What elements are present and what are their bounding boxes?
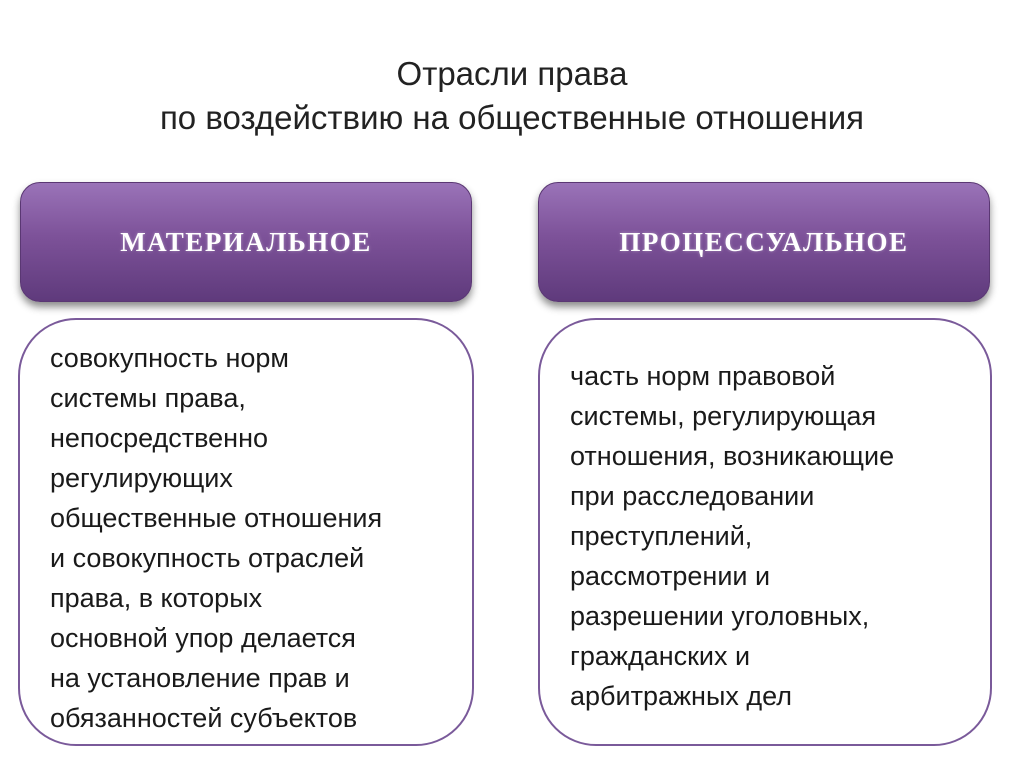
header-material xyxy=(20,182,472,302)
description-procedural-box xyxy=(538,318,992,746)
description-material-box xyxy=(18,318,474,746)
description-procedural-text: часть норм правовой системы, регулирующая отношения, возникающие при расследовании преступлений, рассмотрении и разрешении уголовных, гражданских и арбитражных дел xyxy=(570,361,895,711)
title-line-2: по воздействию на общественные отношения xyxy=(159,99,865,136)
header-material-label: МАТЕРИАЛЬНОЕ xyxy=(120,226,372,257)
page-title xyxy=(0,52,1024,140)
description-material-text: совокупность норм системы права, непосредственно регулирующих общественные отношения и совокупность отраслей права, в которых основной упор делается на установление прав и обязанностей субъектов xyxy=(50,343,383,733)
header-procedural-label: ПРОЦЕССУАЛЬНОЕ xyxy=(619,226,909,257)
title-line-1: Отрасли права xyxy=(396,55,628,92)
header-procedural xyxy=(538,182,990,302)
